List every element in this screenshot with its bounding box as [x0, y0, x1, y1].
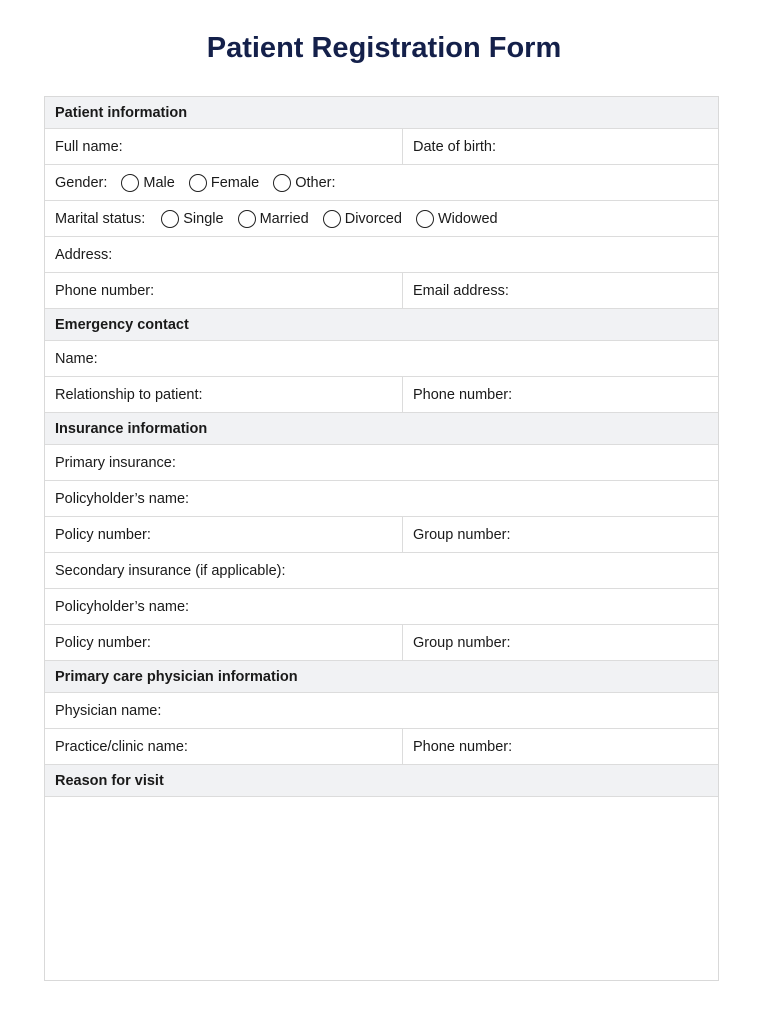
row-full-name-dob	[45, 129, 718, 165]
gender-option-other[interactable]	[273, 174, 335, 192]
marital-option-single[interactable]	[161, 210, 223, 228]
reason-for-visit-textarea[interactable]	[45, 797, 718, 984]
radio-button[interactable]	[238, 210, 256, 228]
row-policy-group-2	[45, 625, 718, 661]
marital-option-married[interactable]	[238, 210, 309, 228]
section-physician-information	[45, 661, 718, 693]
physician-name-field[interactable]: Physician name:	[55, 702, 162, 719]
gender-option-female[interactable]	[189, 174, 259, 192]
option-label: Widowed	[437, 210, 498, 227]
row-emergency-name	[45, 341, 718, 377]
row-address	[45, 237, 718, 273]
secondary-insurance-field[interactable]: Secondary insurance (if applicable):	[55, 562, 286, 579]
option-label: Divorced	[344, 210, 402, 227]
section-heading: Primary care physician information	[55, 668, 298, 685]
emergency-phone-field[interactable]: Phone number:	[413, 386, 513, 403]
full-name-field[interactable]: Full name:	[45, 129, 403, 164]
row-policy-group-1	[45, 517, 718, 553]
group-number-field[interactable]: Group number:	[413, 526, 511, 543]
section-insurance-information	[45, 413, 718, 445]
radio-button[interactable]	[323, 210, 341, 228]
option-label: Married	[259, 210, 309, 227]
gender-option-male[interactable]	[121, 174, 174, 192]
date-of-birth-field[interactable]: Date of birth:	[413, 138, 497, 155]
section-reason-for-visit	[45, 765, 718, 797]
option-label: Male	[143, 174, 175, 191]
section-heading: Insurance information	[55, 420, 208, 437]
form-title: Patient Registration Form	[206, 32, 562, 64]
marital-status-field	[45, 201, 718, 236]
radio-button[interactable]	[273, 174, 291, 192]
relationship-field[interactable]: Relationship to patient:	[45, 377, 403, 412]
emergency-name-field[interactable]: Name:	[55, 350, 98, 367]
row-secondary-insurance	[45, 553, 718, 589]
section-patient-information	[45, 97, 718, 129]
practice-clinic-field[interactable]: Practice/clinic name:	[45, 729, 403, 764]
registration-form	[44, 96, 719, 981]
policy-number-field[interactable]: Policy number:	[45, 517, 403, 552]
radio-button[interactable]	[189, 174, 207, 192]
radio-button[interactable]	[161, 210, 179, 228]
physician-phone-field[interactable]: Phone number:	[413, 738, 513, 755]
primary-insurance-field[interactable]: Primary insurance:	[55, 454, 176, 471]
marital-option-widowed[interactable]	[416, 210, 498, 228]
option-label: Female	[210, 174, 260, 191]
address-field[interactable]: Address:	[55, 246, 113, 263]
radio-button[interactable]	[416, 210, 434, 228]
option-label: Other:	[295, 174, 336, 191]
email-address-field[interactable]: Email address:	[413, 282, 509, 299]
row-phone-email	[45, 273, 718, 309]
section-heading: Emergency contact	[55, 316, 189, 333]
row-relationship-phone	[45, 377, 718, 413]
gender-field	[45, 165, 718, 200]
row-gender	[45, 165, 718, 201]
marital-option-divorced[interactable]	[323, 210, 402, 228]
group-number-field[interactable]: Group number:	[413, 634, 511, 651]
policy-number-field[interactable]: Policy number:	[45, 625, 403, 660]
row-policyholder-2	[45, 589, 718, 625]
policyholder-name-field[interactable]: Policyholder’s name:	[55, 490, 190, 507]
section-heading: Reason for visit	[55, 772, 164, 789]
row-primary-insurance	[45, 445, 718, 481]
option-label: Single	[183, 210, 224, 227]
gender-label: Gender:	[55, 174, 108, 191]
section-emergency-contact	[45, 309, 718, 341]
row-physician-name	[45, 693, 718, 729]
radio-button[interactable]	[121, 174, 139, 192]
row-marital-status	[45, 201, 718, 237]
marital-status-label: Marital status:	[55, 210, 146, 227]
section-heading: Patient information	[55, 104, 188, 121]
row-practice-phone	[45, 729, 718, 765]
policyholder-name-field[interactable]: Policyholder’s name:	[55, 598, 190, 615]
phone-number-field[interactable]: Phone number:	[45, 273, 403, 308]
row-policyholder-1	[45, 481, 718, 517]
